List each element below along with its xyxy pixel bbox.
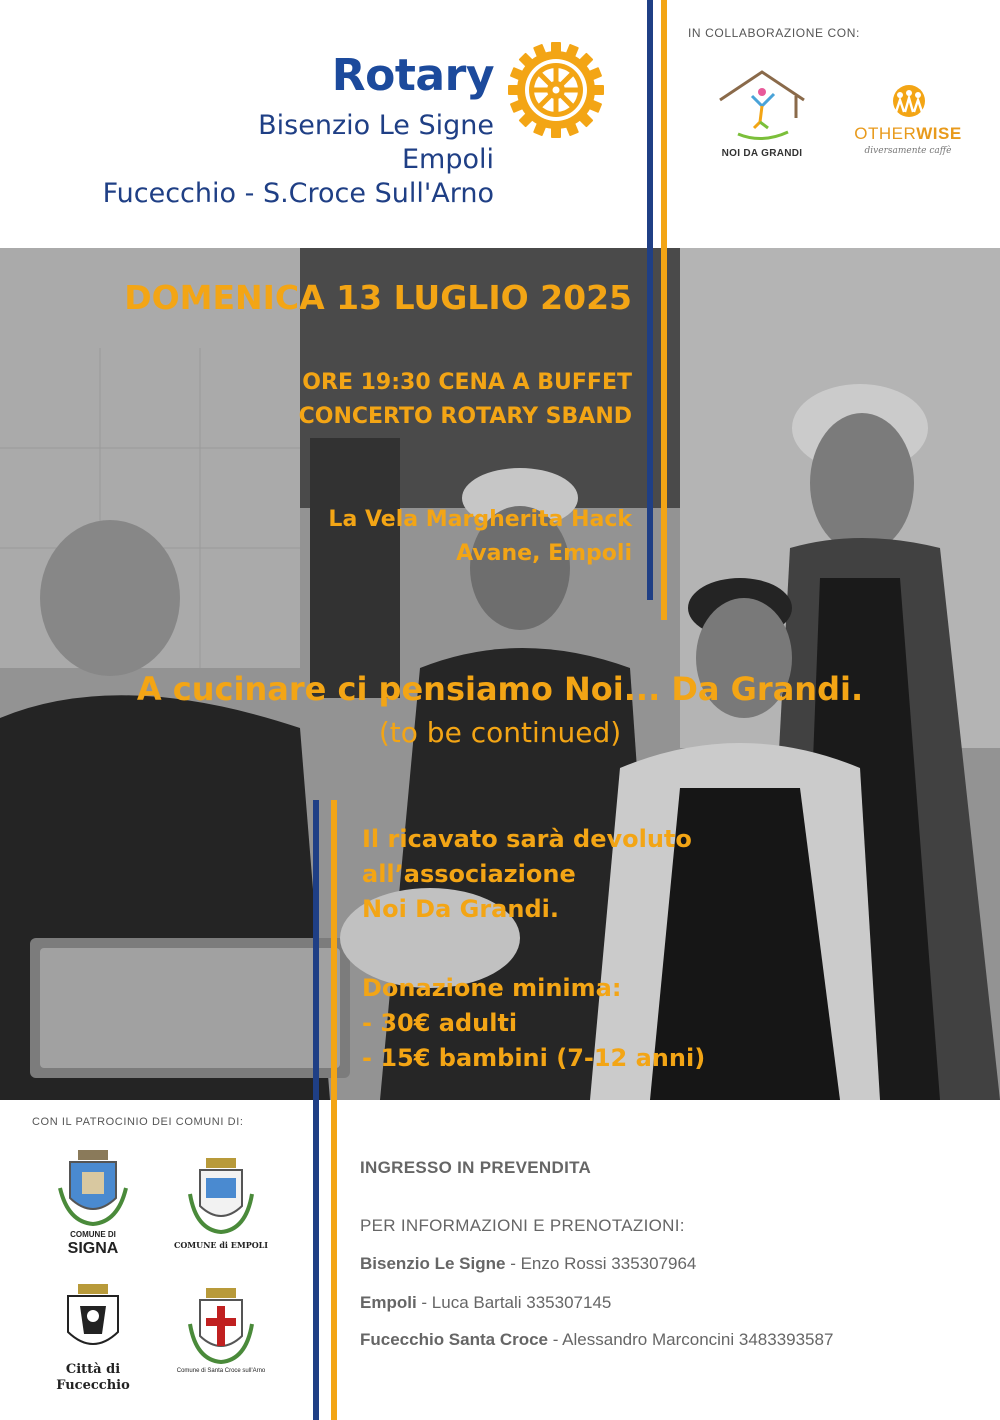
- santa-croce-crest-icon: [166, 1288, 276, 1368]
- crest-fucecchio: [38, 1282, 148, 1392]
- contact-person: - Enzo Rossi 335307964: [505, 1254, 697, 1273]
- ticket-presale-note: INGRESSO IN PREVENDITA: [360, 1158, 592, 1177]
- event-tagline: A cucinare ci pensiamo Noi... Da Grandi.: [136, 670, 864, 708]
- crest-fucecchio-line1: Città di: [65, 1362, 121, 1377]
- contact-person: - Luca Bartali 335307145: [416, 1293, 612, 1312]
- tagline-sub-text: (to be continued): [378, 716, 622, 749]
- crest-santa-croce-name: Comune di Santa Croce sull'Arno: [176, 1368, 266, 1374]
- crest-empoli-name: COMUNE di EMPOLI: [173, 1240, 269, 1250]
- proceeds-line-2: all’associazione: [362, 860, 576, 888]
- divider-line-gold-bottom: [331, 800, 337, 1420]
- noi-da-grandi-logo: [712, 66, 812, 166]
- contact-club: Empoli: [360, 1293, 417, 1312]
- divider-line-blue-bottom: [313, 800, 319, 1420]
- proceeds-note: [362, 822, 692, 927]
- event-venue: [328, 503, 632, 571]
- rotary-logo-block: [40, 40, 620, 220]
- crest-empoli: [166, 1158, 276, 1268]
- club-name-empoli: Empoli: [401, 144, 494, 175]
- donation-children: - 15€ bambini (7-12 anni): [362, 1044, 706, 1072]
- contact-row: [360, 1293, 611, 1313]
- info-heading: PER INFORMAZIONI E PRENOTAZIONI:: [360, 1216, 685, 1235]
- club-name-fucecchio: Fucecchio - S.Croce Sull'Arno: [102, 178, 494, 209]
- empoli-crest-icon: [166, 1158, 276, 1238]
- crest-santa-croce: [166, 1288, 276, 1398]
- collaboration-label: IN COLLABORAZIONE CON:: [688, 26, 860, 40]
- divider-line-gold-top: [661, 0, 667, 620]
- crest-fucecchio-line2: Fucecchio: [56, 1378, 130, 1393]
- otherwise-wordmark: OTHERWISE: [854, 124, 962, 143]
- event-concert-line: CONCERTO ROTARY SBAND: [298, 404, 632, 429]
- contact-row: [360, 1254, 696, 1274]
- crest-signa-small: COMUNE DI: [70, 1230, 116, 1239]
- patronage-label: CON IL PATROCINIO DEI COMUNI DI:: [32, 1116, 244, 1128]
- event-time-line: ORE 19:30 CENA A BUFFET: [302, 370, 632, 395]
- event-tagline-sub: [0, 716, 1000, 749]
- event-schedule: [299, 366, 632, 434]
- club-name-bisenzio: Bisenzio Le Signe: [258, 110, 494, 141]
- crest-signa: [38, 1148, 148, 1258]
- donation-info: [362, 971, 705, 1076]
- proceeds-line-1: Il ricavato sarà devoluto: [362, 825, 692, 853]
- crest-signa-name: SIGNA: [67, 1240, 119, 1257]
- rotary-wheel-icon: [506, 40, 606, 140]
- contact-club: Fucecchio Santa Croce: [360, 1330, 549, 1349]
- people-icon: [880, 84, 938, 118]
- venue-location: Avane, Empoli: [456, 541, 632, 566]
- donation-title: Donazione minima:: [362, 974, 622, 1002]
- divider-line-blue-top: [647, 0, 653, 600]
- fucecchio-crest-icon: [38, 1282, 148, 1364]
- donation-adults: - 30€ adulti: [362, 1009, 518, 1037]
- signa-crest-icon: [38, 1148, 148, 1230]
- contact-row: [360, 1330, 833, 1350]
- otherwise-logo: [846, 84, 976, 164]
- contact-person: - Alessandro Marconcini 3483393587: [548, 1330, 834, 1349]
- otherwise-tagline: diversamente caffè: [864, 146, 952, 156]
- event-date: DOMENICA 13 LUGLIO 2025: [124, 278, 632, 317]
- contact-club: Bisenzio Le Signe: [360, 1254, 506, 1273]
- noi-da-grandi-name: NOI DA GRANDI: [721, 148, 803, 159]
- proceeds-line-3: Noi Da Grandi.: [362, 895, 559, 923]
- house-figure-icon: [712, 66, 812, 146]
- venue-name: La Vela Margherita Hack: [328, 507, 632, 532]
- rotary-wordmark: Rotary: [331, 50, 494, 101]
